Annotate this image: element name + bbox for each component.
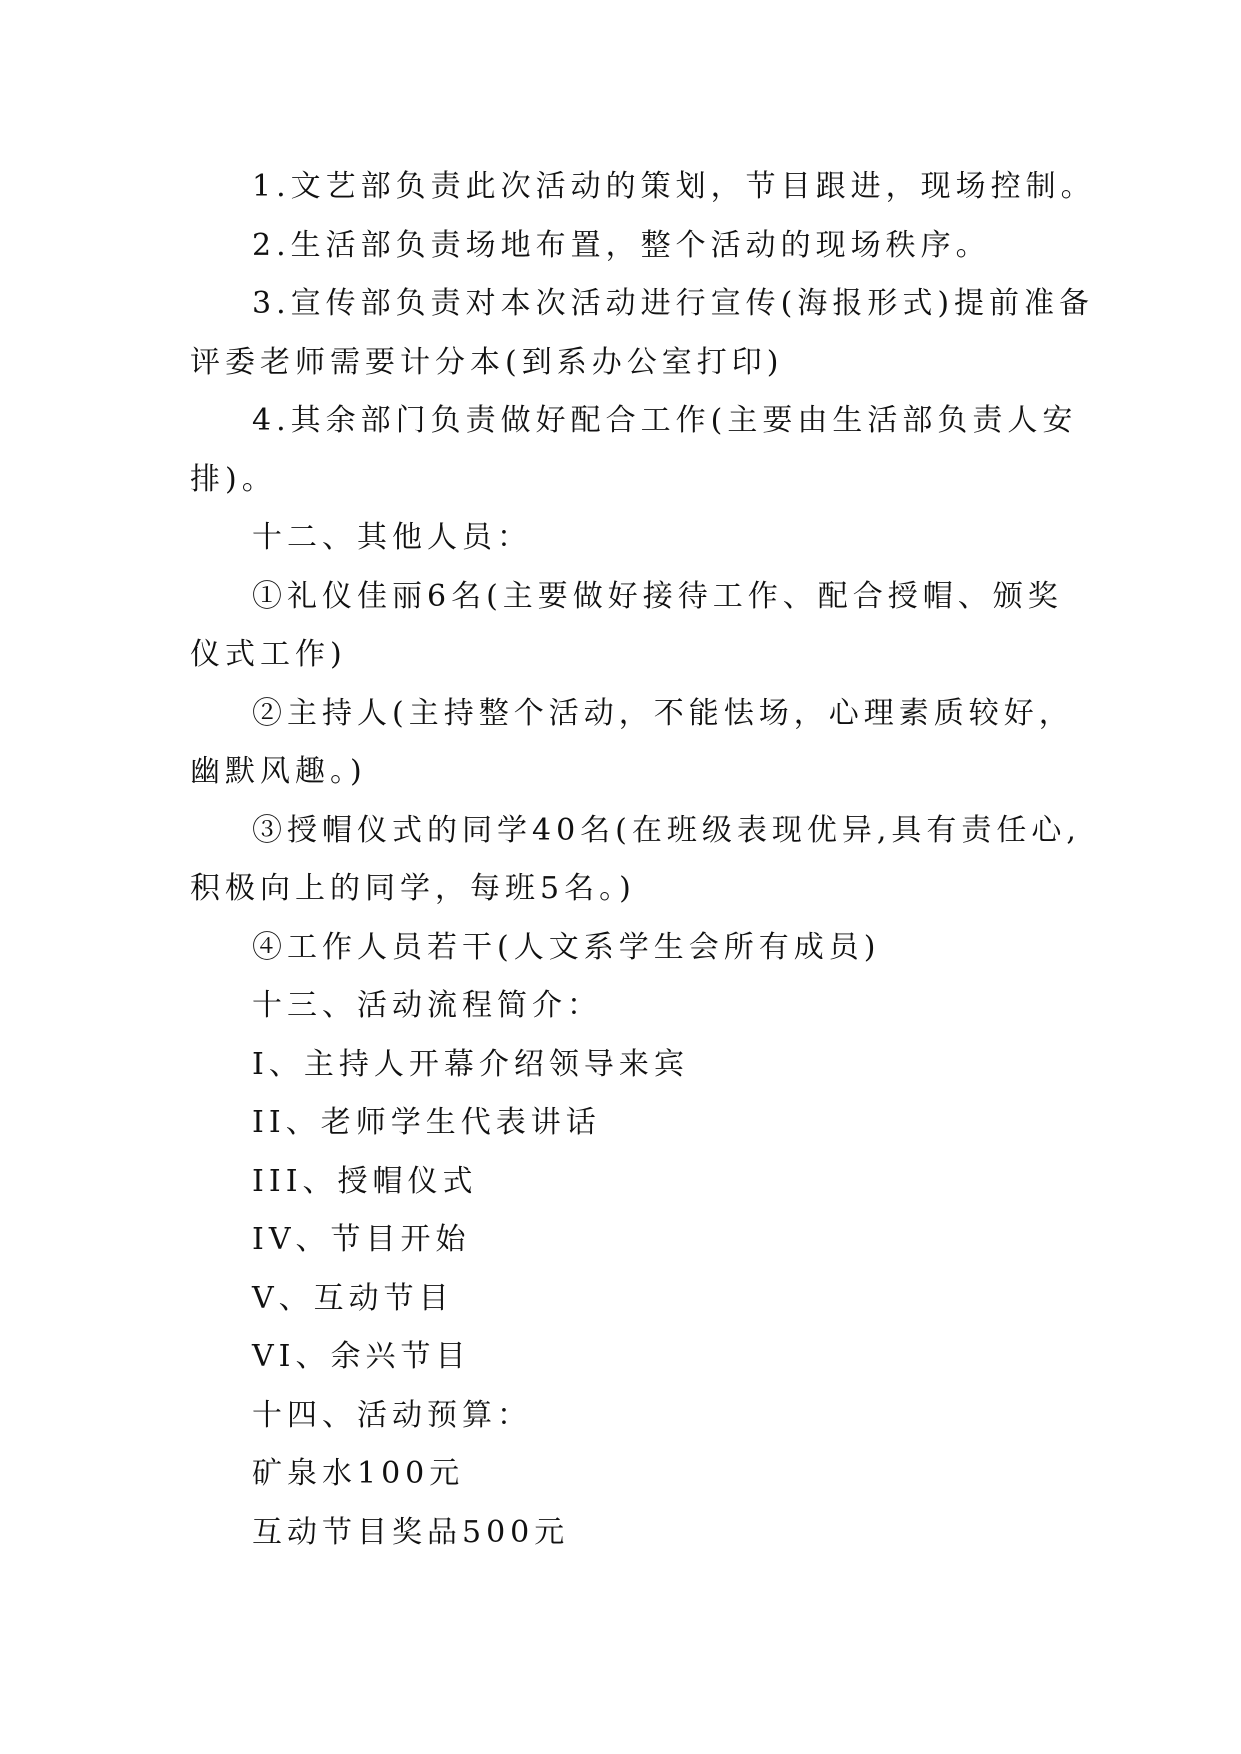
section-heading: 十二、其他人员：	[252, 520, 532, 555]
text-line: ④工作人员若干(人文系学生会所有成员)	[252, 929, 881, 965]
text-line: ②主持人(主持整个活动，不能怯场，心理素质较好，	[252, 695, 1074, 731]
budget-item: 互动节目奖品500元	[252, 1514, 570, 1550]
section-heading: 十三、活动流程简介：	[252, 988, 602, 1023]
text-line: 1.文艺部负责此次活动的策划，节目跟进，现场控制。	[252, 169, 1096, 204]
text-line: 3.宣传部负责对本次活动进行宣传(海报形式)提前准备	[252, 286, 1095, 321]
text-line: 幽默风趣。)	[190, 754, 367, 789]
text-line: 4.其余部门负责做好配合工作(主要由生活部负责人安	[252, 403, 1078, 438]
text-line: ①礼仪佳丽6名(主要做好接待工作、配合授帽、颁奖	[252, 578, 1063, 614]
text-line: 排)。	[190, 461, 277, 497]
document-body	[190, 158, 1096, 1562]
list-item: III、授帽仪式	[252, 1163, 478, 1199]
list-item: I、主持人开幕介绍领导来宾	[252, 1046, 689, 1082]
list-item: V、互动节目	[252, 1280, 454, 1316]
text-line: 评委老师需要计分本(到系办公室打印)	[190, 344, 784, 380]
text-line: 仪式工作)	[190, 637, 347, 672]
text-line: 积极向上的同学，每班5名。)	[190, 871, 636, 906]
list-item: VI、余兴节目	[252, 1339, 471, 1374]
text-line: ③授帽仪式的同学40名(在班级表现优异,具有责任心,	[252, 812, 1081, 848]
list-item: II、老师学生代表讲话	[252, 1105, 601, 1140]
list-item: IV、节目开始	[252, 1222, 471, 1257]
section-heading: 十四、活动预算：	[252, 1397, 532, 1433]
budget-item: 矿泉水100元	[252, 1456, 465, 1491]
text-line: 2.生活部负责场地布置，整个活动的现场秩序。	[252, 227, 991, 263]
